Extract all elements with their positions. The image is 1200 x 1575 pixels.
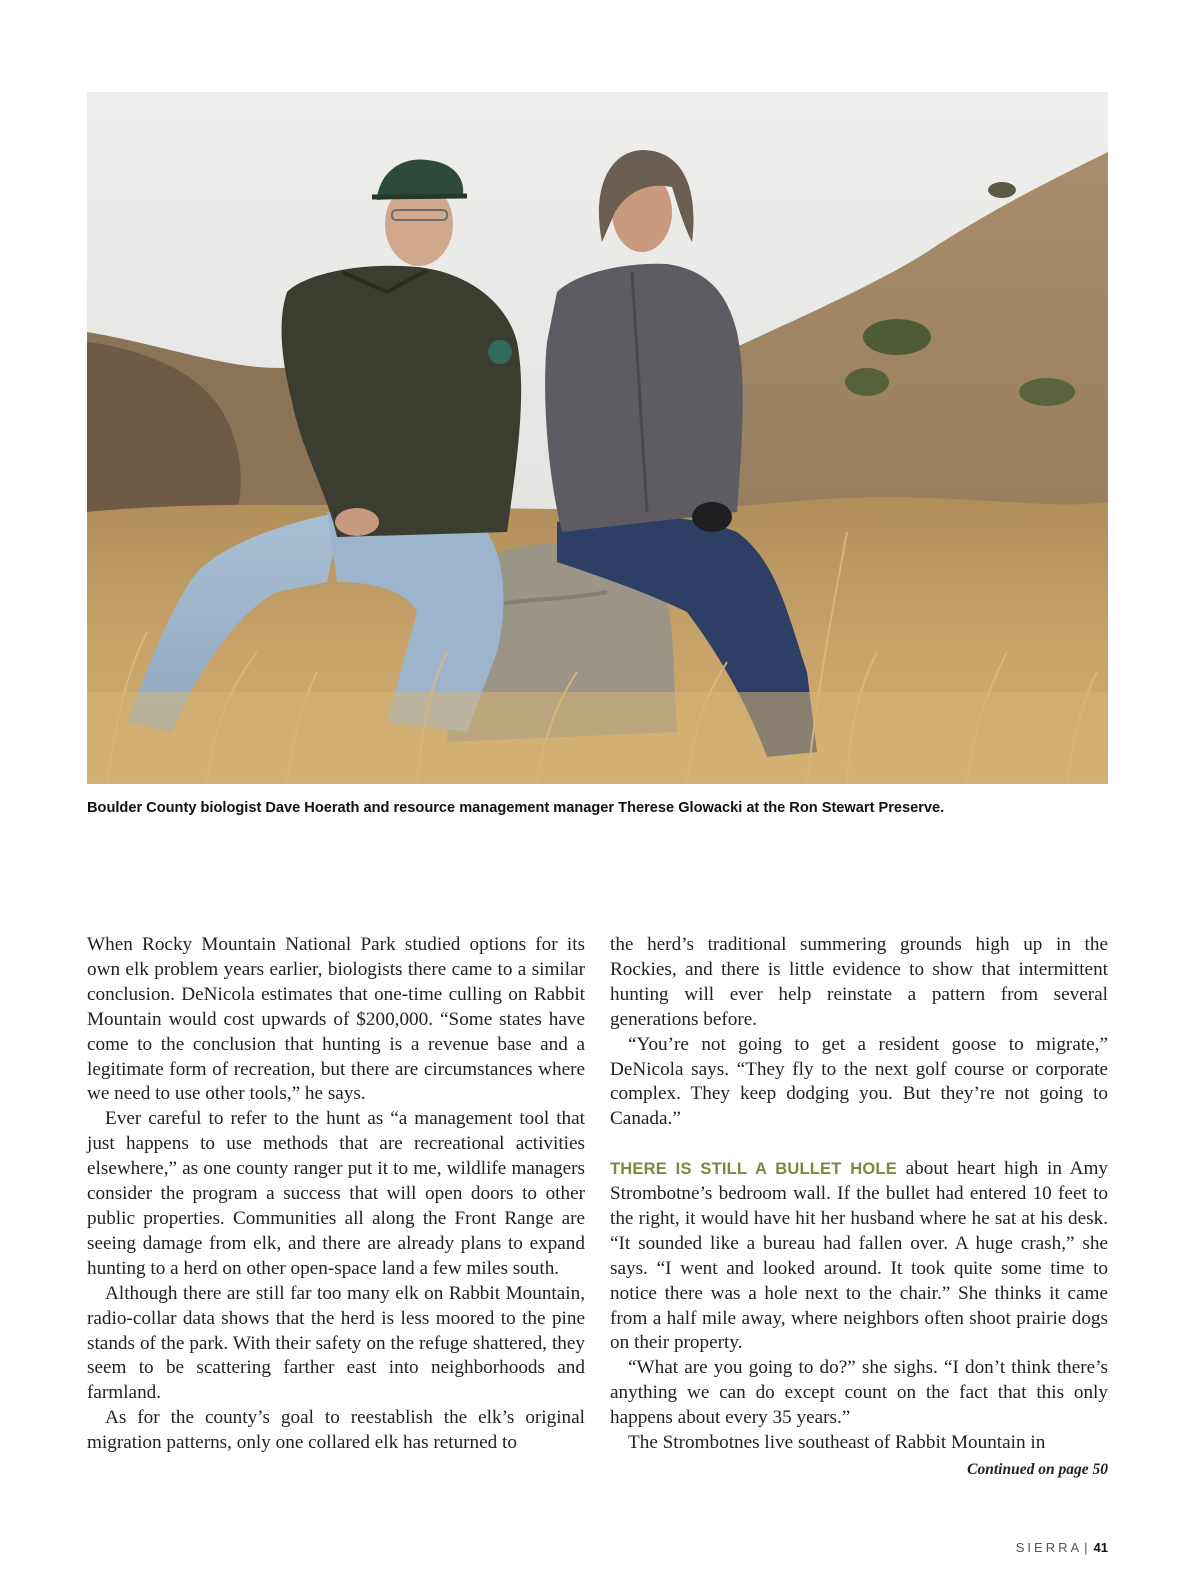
paragraph: “What are you going to do?” she sighs. “I don’t think there’s anything we can do except count on the fact that this only happens about every 35 years.”	[610, 1357, 1108, 1429]
paragraph: When Rocky Mountain National Park studied options for its own elk problem years earlier, biologists there came to a similar conclusion. DeNicola estimates that one-time culling on Rabbit Mountain would cost upwards of $200,000. “Some states have come to the conclusion that hunting is a revenue base and a legitimate form of recreation, but there are circumstances where we need to use other tools,” he says.	[87, 934, 585, 1105]
paragraph: The Strombotnes live southeast of Rabbit Mountain in	[628, 1432, 1046, 1454]
section-opening-paragraph	[610, 1157, 1108, 1356]
page-folio	[1016, 1540, 1108, 1555]
paragraph: the herd’s traditional summering grounds high up in the Rockies, and there is little evidence to show that intermittent hunting will ever help reinstate a pattern from several generations before.	[610, 934, 1108, 1030]
continued-note: Continued on page 50	[967, 1461, 1108, 1478]
paragraph: “You’re not going to get a resident goose to migrate,” DeNicola says. “They fly to the next golf course or corporate complex. They keep dodging you. But they’re not going to Canada.”	[610, 1033, 1108, 1130]
paragraph: As for the county’s goal to reestablish the elk’s original migration patterns, only one collared elk has returned to	[87, 1407, 585, 1454]
photo-caption: Boulder County biologist Dave Hoerath and resource management manager Therese Glowacki at the Ron Stewart Preserve.	[87, 800, 945, 816]
photo-illustration	[87, 92, 1108, 784]
section-lead-rest: about heart high in Amy Strombotne’s bedroom wall. If the bullet had entered 10 feet to the right, it would have hit her husband where he sat at his desk. “It sounded like a bureau had fallen over. A huge crash,” she says. “I went and looked around. It took quite some time to notice there was a hole next to the chair.” She thinks it came from a half mile away, where neighbors often shoot prairie dogs on their property.	[610, 1158, 1108, 1354]
section-lead-in: THERE IS STILL A BULLET HOLE	[610, 1160, 897, 1179]
article-column-right	[610, 933, 1108, 1456]
folio-separator: |	[1084, 1540, 1088, 1555]
magazine-name: SIERRA	[1015, 1540, 1083, 1555]
paragraph: Although there are still far too many elk on Rabbit Mountain, radio-collar data shows that the herd is less moored to the pine stands of the park. With their safety on the refuge shattered, they seem to be scattering farther east into neighborhoods and farmland.	[87, 1282, 585, 1404]
paragraph: Ever careful to refer to the hunt as “a management tool that just happens to use methods that are recreational activities elsewhere,” as one county ranger put it to me, wildlife managers consider the program a success that will open doors to other public properties. Communities all along the Front Range are seeing damage from elk, and there are already plans to expand hunting to a herd on other open-space land a few miles south.	[87, 1108, 585, 1279]
feature-photo	[87, 92, 1108, 784]
article-column-left	[87, 933, 585, 1456]
page-number: 41	[1093, 1540, 1108, 1555]
